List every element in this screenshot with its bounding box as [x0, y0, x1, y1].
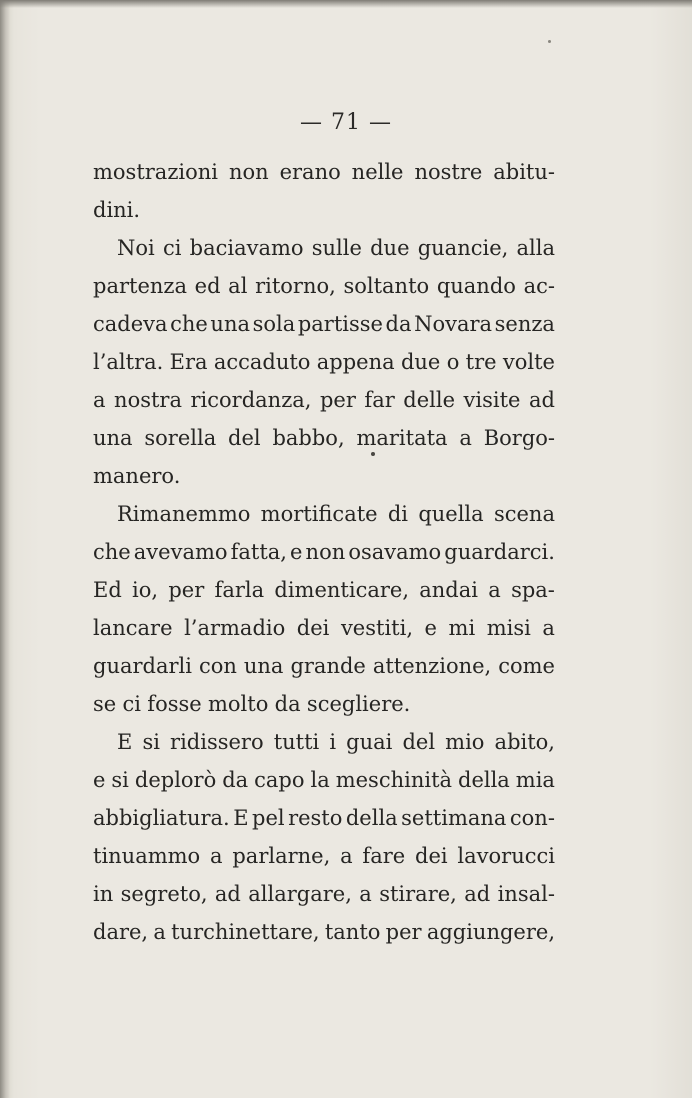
word: baciavamo — [189, 236, 304, 260]
word: E — [233, 806, 249, 830]
word: fosse — [147, 692, 202, 716]
word: della — [458, 768, 510, 792]
word: in — [93, 882, 114, 906]
word: per — [385, 920, 422, 944]
word: tanto — [324, 920, 381, 944]
text-line — [93, 875, 555, 913]
word: delle — [403, 388, 456, 412]
word: sulle — [311, 236, 362, 260]
word: come — [498, 654, 555, 678]
word: dimenticare, — [274, 578, 409, 602]
word: accaduto — [213, 350, 311, 374]
word: nostra — [114, 388, 182, 412]
word: di — [387, 502, 409, 526]
word: quella — [418, 502, 484, 526]
word: osavamo — [348, 540, 442, 564]
word: ad — [529, 388, 555, 412]
word: per — [168, 578, 205, 602]
word: segreto, — [120, 882, 208, 906]
word: guardarli — [93, 654, 192, 678]
word: scena — [493, 502, 555, 526]
word: non — [228, 160, 269, 184]
word: non — [305, 540, 346, 564]
word: Ed — [93, 578, 122, 602]
word: avevamo — [133, 540, 228, 564]
ink-speck — [548, 40, 551, 43]
word: a — [340, 844, 353, 868]
text-line — [93, 305, 555, 343]
word: Novara — [414, 312, 493, 336]
word: a — [488, 578, 501, 602]
word: nostre — [414, 160, 483, 184]
word: visite — [463, 388, 521, 412]
word: molto — [208, 692, 269, 716]
text-line — [93, 647, 555, 685]
word: ci — [162, 236, 182, 260]
word: a — [153, 920, 166, 944]
word: allargare, — [248, 882, 352, 906]
text-line — [93, 761, 555, 799]
word: abito, — [494, 730, 555, 754]
word: da — [274, 692, 301, 716]
word: nelle — [351, 160, 404, 184]
word: della — [345, 806, 398, 830]
word: vestiti, — [340, 616, 413, 640]
word: settimana — [401, 806, 507, 830]
word: due — [400, 350, 441, 374]
word: guardarci. — [444, 540, 555, 564]
word: guancie, — [417, 236, 509, 260]
word: abbigliatura. — [93, 806, 230, 830]
text-line — [93, 571, 555, 609]
word: dei — [296, 616, 330, 640]
word: quando — [436, 274, 516, 298]
word: manero. — [93, 464, 181, 488]
text-line — [93, 837, 555, 875]
word: grande — [290, 654, 366, 678]
word: aggiungere, — [426, 920, 555, 944]
word: ci — [122, 692, 141, 716]
word: appena — [316, 350, 395, 374]
text-line — [93, 799, 555, 837]
word: attenzione, — [372, 654, 492, 678]
word: parlarne, — [232, 844, 331, 868]
word: ridissero — [170, 730, 264, 754]
word: guai — [346, 730, 393, 754]
word: una — [210, 312, 250, 336]
word: mostrazioni — [93, 160, 218, 184]
word: l’armadio — [184, 616, 286, 640]
word: lavorucci — [457, 844, 555, 868]
word: fare — [362, 844, 406, 868]
text-line — [93, 609, 555, 647]
text-line — [93, 419, 555, 457]
word: mio — [445, 730, 485, 754]
word: Noi — [117, 236, 155, 260]
word: pel — [252, 806, 285, 830]
word: o — [446, 350, 460, 374]
word: ac- — [523, 274, 555, 298]
top-shadow — [0, 0, 692, 8]
word: erano — [279, 160, 341, 184]
word: tre — [465, 350, 497, 374]
text-line — [93, 267, 555, 305]
word: a — [542, 616, 555, 640]
word: babbo, — [272, 426, 345, 450]
word: con- — [509, 806, 555, 830]
text-line — [93, 191, 555, 229]
word: soltanto — [343, 274, 430, 298]
word: a — [359, 882, 372, 906]
word: insal- — [497, 882, 555, 906]
word: mi — [448, 616, 476, 640]
word: dini. — [93, 198, 141, 222]
word: una — [93, 426, 133, 450]
word: a — [210, 844, 223, 868]
word: partenza — [93, 274, 187, 298]
word: capo — [254, 768, 305, 792]
word: alla — [516, 236, 555, 260]
text-line — [93, 685, 555, 723]
word: spa- — [511, 578, 555, 602]
word: andai — [419, 578, 478, 602]
word: del — [228, 426, 261, 450]
word: ad — [464, 882, 491, 906]
word: i — [329, 730, 337, 754]
word: ricordanza, — [190, 388, 312, 412]
text-line — [93, 723, 555, 761]
text-line — [93, 457, 555, 495]
word: se — [93, 692, 117, 716]
word: per — [319, 388, 356, 412]
word: sorella — [144, 426, 217, 450]
word: mia — [515, 768, 555, 792]
word: si — [142, 730, 160, 754]
word: ad — [214, 882, 241, 906]
word: al — [228, 274, 248, 298]
word: la — [310, 768, 330, 792]
word: tinuammo — [93, 844, 201, 868]
word: l’altra. — [93, 350, 164, 374]
text-line — [93, 533, 555, 571]
word: abitu- — [493, 160, 555, 184]
word: si — [111, 768, 129, 792]
text-line — [93, 343, 555, 381]
word: con — [198, 654, 237, 678]
word: lancare — [93, 616, 173, 640]
word: a — [93, 388, 106, 412]
word: meschinità — [335, 768, 453, 792]
text-line — [93, 229, 555, 267]
word: che — [170, 312, 208, 336]
word: e — [424, 616, 437, 640]
text-line — [93, 381, 555, 419]
word: deplorò — [134, 768, 217, 792]
word: del — [402, 730, 436, 754]
word: senza — [494, 312, 555, 336]
word: e — [290, 540, 303, 564]
word: che — [93, 540, 131, 564]
word: Borgo- — [483, 426, 555, 450]
word: due — [370, 236, 410, 260]
word: Rimanemmo — [117, 502, 251, 526]
word: sola — [252, 312, 296, 336]
word: volte — [502, 350, 555, 374]
text-line — [93, 495, 555, 533]
word: E — [117, 730, 133, 754]
word: e — [93, 768, 106, 792]
word: dare, — [93, 920, 149, 944]
binding-edge — [0, 0, 10, 1098]
word: dei — [415, 844, 448, 868]
word: farla — [214, 578, 265, 602]
word: a — [459, 426, 472, 450]
word: resto — [288, 806, 343, 830]
text-line — [93, 153, 555, 191]
word: turchinettare, — [171, 920, 320, 944]
word: cadeva — [93, 312, 168, 336]
word: partisse — [297, 312, 383, 336]
word: da — [385, 312, 412, 336]
word: da — [222, 768, 249, 792]
word: stirare, — [379, 882, 457, 906]
word: ed — [194, 274, 221, 298]
word: io, — [132, 578, 159, 602]
word: mortificate — [260, 502, 378, 526]
page-number: — 71 — — [300, 110, 392, 135]
text-line — [93, 913, 555, 951]
word: maritata — [356, 426, 448, 450]
word: scegliere. — [306, 692, 411, 716]
word: ritorno, — [255, 274, 336, 298]
word: tutti — [273, 730, 320, 754]
word: fatta, — [230, 540, 287, 564]
word: Era — [169, 350, 208, 374]
word: una — [243, 654, 284, 678]
word: misi — [486, 616, 531, 640]
word: far — [364, 388, 395, 412]
body-text — [93, 153, 555, 951]
